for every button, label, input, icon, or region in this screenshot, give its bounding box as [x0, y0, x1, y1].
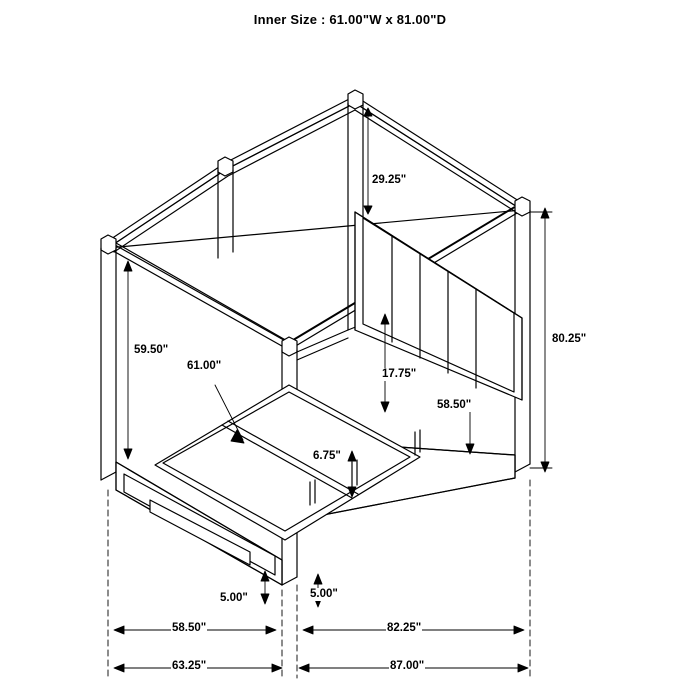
dim-inner-width: 61.00"	[187, 360, 222, 372]
dim-foot-leg-right: 5.00"	[310, 588, 338, 600]
dim-bottom-depth-outer: 87.00"	[390, 660, 425, 672]
dim-headboard-post-height: 59.50"	[134, 344, 169, 356]
dim-bottom-width-outer: 63.25"	[172, 660, 207, 672]
dim-canopy-post-to-rail: 29.25"	[372, 174, 407, 186]
upper-side-rail	[297, 330, 348, 360]
dim-side-rail-length: 58.50"	[437, 399, 472, 411]
dim-bottom-depth-inner: 82.25"	[387, 622, 422, 634]
dim-footboard-clearance: 6.75"	[313, 450, 341, 462]
page-title: Inner Size : 61.00"W x 81.00"D	[253, 12, 447, 27]
dim-bottom-width-inner: 58.50"	[172, 622, 207, 634]
dim-overall-height: 80.25"	[552, 333, 587, 345]
dim-headboard-height-from-rail: 17.75"	[382, 368, 417, 380]
dim-foot-leg-left: 5.00"	[220, 592, 248, 604]
